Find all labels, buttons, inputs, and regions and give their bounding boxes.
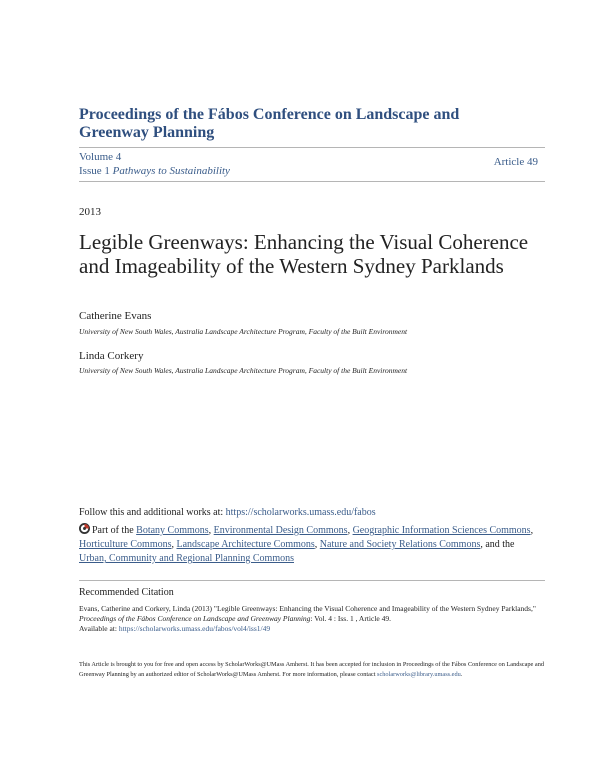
article-url-link[interactable]: https://scholarworks.umass.edu/fabos/vol4/iss1/49 xyxy=(118,624,271,633)
footer-notice xyxy=(79,660,545,680)
citation-journal: Proceedings of the Fábos Conference on Landscape and Greenway Planning xyxy=(79,614,311,623)
part-of-disciplines xyxy=(79,523,539,566)
separator: , xyxy=(530,525,534,536)
bepress-network-icon xyxy=(79,523,90,534)
header-rule-bottom xyxy=(79,181,545,182)
contact-email-link[interactable]: scholarworks@library.umass.edu xyxy=(377,671,461,678)
separator: , xyxy=(171,539,177,550)
available-at-label: Available at: xyxy=(79,624,119,633)
author-name: Catherine Evans xyxy=(79,310,152,322)
journal-title[interactable]: Proceedings of the Fábos Conference on Landscape and Greenway Planning xyxy=(79,106,460,141)
author-name: Linda Corkery xyxy=(79,350,144,362)
footer-text: This Article is brought to you for free and open access by ScholarWorks@UMass Amherst. It has been accepted for inclusion in Proceedings of the Fábos Conference on Landscape and Greenway Planning by an authorized editor of ScholarWorks@UMass Amherst. For more information, please contact xyxy=(79,661,545,678)
publication-year: 2013 xyxy=(79,206,101,218)
discipline-link-environmental-design[interactable]: Environmental Design Commons xyxy=(213,525,348,536)
article-number[interactable]: Article 49 xyxy=(493,156,538,168)
separator: , xyxy=(208,525,214,536)
discipline-link-urban-community-regional-planning[interactable]: Urban, Community and Regional Planning Commons xyxy=(79,553,294,564)
article-title: Legible Greenways: Enhancing the Visual Coherence and Imageability of the Western Sydney Parklands xyxy=(79,230,529,278)
issue-name-link[interactable]: Pathways to Sustainability xyxy=(112,165,230,177)
citation-text xyxy=(79,604,545,634)
follow-prefix: Follow this and additional works at: xyxy=(79,507,226,518)
discipline-link-horticulture[interactable]: Horticulture Commons xyxy=(79,539,172,550)
recommended-citation-heading: Recommended Citation xyxy=(79,587,174,598)
follow-line xyxy=(79,507,376,518)
citation-volume-issue: : Vol. 4 : Iss. 1 , Article 49. xyxy=(310,614,391,623)
citation-rule xyxy=(79,580,545,581)
separator: , xyxy=(347,525,353,536)
volume-info xyxy=(79,150,230,178)
header-rule-top xyxy=(79,147,545,148)
discipline-link-geographic-information-sciences[interactable]: Geographic Information Sciences Commons xyxy=(352,525,531,536)
collection-link[interactable]: https://scholarworks.umass.edu/fabos xyxy=(225,507,376,518)
citation-authors-title: Evans, Catherine and Corkery, Linda (2013) "Legible Greenways: Enhancing the Visual Coherence and Imageability of the Western Sydney Parklands," xyxy=(79,604,536,613)
separator: , and the xyxy=(480,539,515,550)
volume-link[interactable]: Volume 4 xyxy=(79,151,122,163)
discipline-link-nature-society-relations[interactable]: Nature and Society Relations Commons xyxy=(319,539,481,550)
part-of-prefix: Part of the xyxy=(92,525,137,536)
discipline-link-botany[interactable]: Botany Commons xyxy=(136,525,209,536)
author-affiliation: University of New South Wales, Australia Landscape Architecture Program, Faculty of the Built Environment xyxy=(79,366,408,375)
issue-label[interactable]: Issue 1 xyxy=(79,165,110,177)
footer-end: . xyxy=(460,671,463,678)
separator: , xyxy=(314,539,320,550)
author-affiliation: University of New South Wales, Australia Landscape Architecture Program, Faculty of the Built Environment xyxy=(79,327,408,336)
discipline-link-landscape-architecture[interactable]: Landscape Architecture Commons xyxy=(176,539,315,550)
